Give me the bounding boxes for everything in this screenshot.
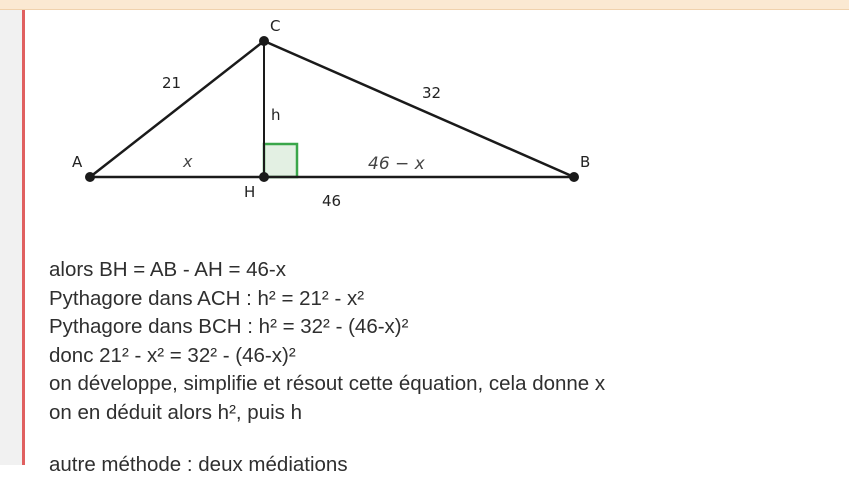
label-AC-length: 21 [162,74,182,92]
triangle-figure [40,10,680,225]
label-CH-height: h [271,106,281,124]
triangle-diagram [40,10,680,225]
point-C [259,36,269,46]
text-line-4: donc 21² - x² = 32² - (46-x)² [49,343,296,367]
label-C: C [270,17,281,35]
text-line-5: on développe, simplifie et résout cette équation, cela donne x [49,372,606,395]
point-H [259,172,269,182]
explanation-text [49,256,829,427]
label-AH: x [183,152,193,171]
text-line-3: Pythagore dans BCH : h² = 32² - (46-x)² [49,315,409,338]
top-band [0,0,849,10]
label-H: H [244,183,256,201]
label-A: A [72,153,83,171]
left-gutter [0,10,22,465]
accent-bar [22,10,25,465]
text-line-2: Pythagore dans ACH : h² = 21² - x² [49,286,365,310]
point-A [85,172,95,182]
label-AB-length: 46 [322,192,342,210]
clipped-next-line: autre méthode : deux médiations [49,453,348,476]
text-line-1: alors BH = AB - AH = 46-x [49,258,286,281]
text-line-6: on en déduit alors h², puis h [49,400,302,424]
right-angle-marker [264,144,297,177]
label-HB: 46 − x [368,154,425,174]
label-BC-length: 32 [422,84,442,102]
label-B: B [580,153,591,171]
edge-AC [90,41,264,177]
point-B [569,172,579,182]
